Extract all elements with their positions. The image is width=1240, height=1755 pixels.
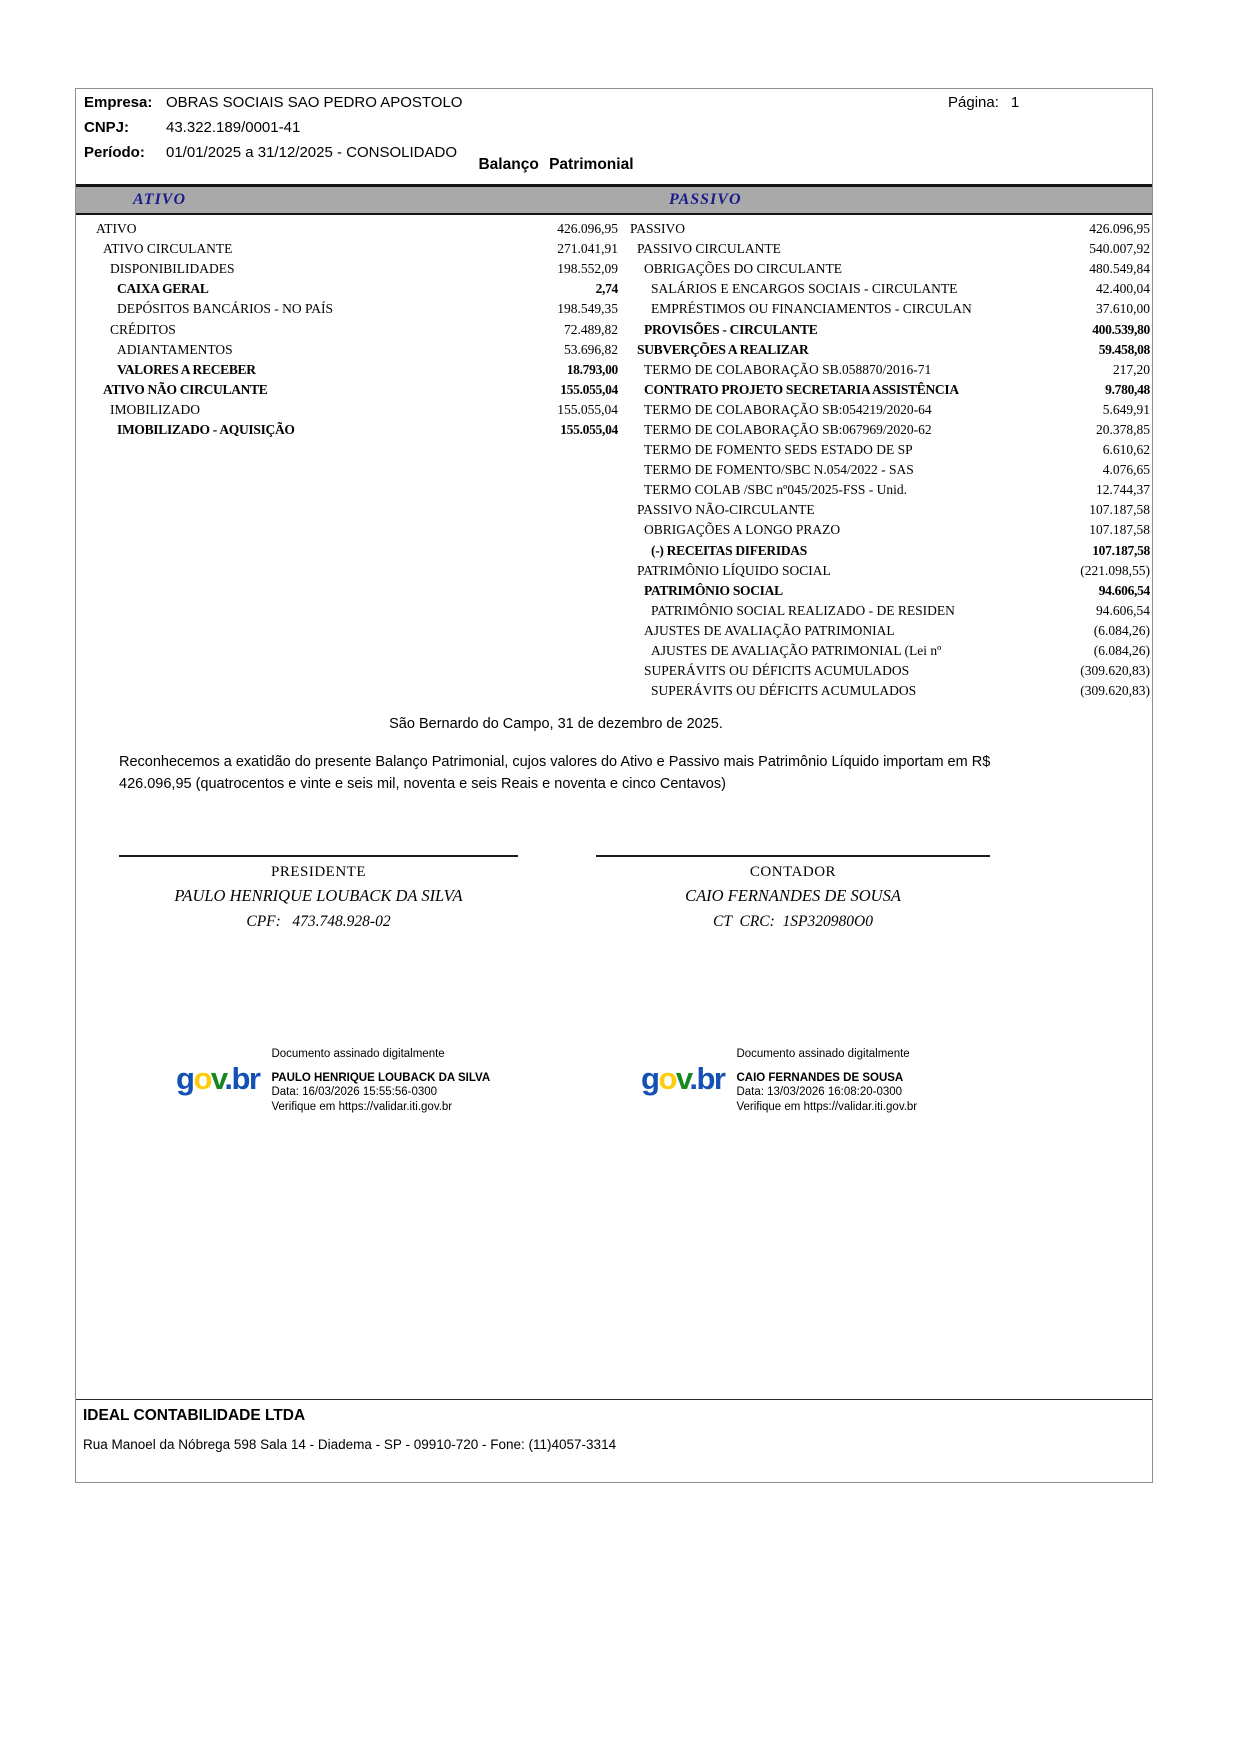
account-value: 20.378,85 [1096, 421, 1150, 437]
table-row [622, 440, 1154, 460]
page-number-label: Página: [948, 94, 999, 111]
account-label: PROVISÕES - CIRCULANTE [644, 321, 818, 337]
report-title: Balanço Patrimonial [478, 156, 634, 173]
account-value: 107.187,58 [1089, 522, 1150, 538]
account-label: PASSIVO NÃO-CIRCULANTE [637, 502, 815, 518]
account-label: SUPERÁVITS OU DÉFICITS ACUMULADOS [644, 663, 910, 679]
account-value: 42.400,04 [1096, 281, 1150, 297]
table-row [76, 279, 622, 299]
account-label: TERMO DE FOMENTO SEDS ESTADO DE SP [644, 442, 913, 458]
table-row [622, 681, 1154, 701]
account-label: CRÉDITOS [110, 321, 176, 337]
account-value: (6.084,26) [1093, 643, 1150, 659]
account-label: TERMO DE COLABORAÇÃO SB.058870/2016-71 [644, 361, 932, 377]
account-value: 59.458,08 [1098, 341, 1150, 357]
account-value: 6.610,62 [1102, 442, 1150, 458]
account-value: 155.055,04 [560, 421, 618, 437]
stamp-signed-label: Documento assinado digitalmente [271, 1048, 445, 1060]
table-row [622, 541, 1154, 561]
account-value: 198.552,09 [557, 261, 618, 277]
company-name: OBRAS SOCIAIS SAO PEDRO APOSTOLO [166, 94, 463, 111]
account-label: PATRIMÔNIO SOCIAL REALIZADO - DE RESIDEN [651, 602, 955, 618]
govbr-logo-icon [641, 1061, 724, 1097]
digital-signature-stamp-accountant [641, 1047, 917, 1114]
account-label: PATRIMÔNIO SOCIAL [644, 582, 783, 598]
table-row [622, 641, 1154, 661]
table-row [76, 360, 622, 380]
account-label: AJUSTES DE AVALIAÇÃO PATRIMONIAL (Lei nº [651, 643, 942, 659]
table-row [622, 219, 1154, 239]
stamp-date: Data: 16/03/2026 15:55:56-0300 [271, 1086, 438, 1098]
account-value: (221.098,55) [1080, 562, 1150, 578]
table-row [622, 500, 1154, 520]
table-row [76, 340, 622, 360]
city-date-line: São Bernardo do Campo, 31 de dezembro de 2025. [389, 716, 723, 732]
period-value: 01/01/2025 a 31/12/2025 - CONSOLIDADO [166, 144, 458, 161]
table-row [622, 601, 1154, 621]
stamp-date: Data: 13/03/2026 16:08:20-0300 [736, 1086, 903, 1098]
table-row [76, 400, 622, 420]
account-value: 53.696,82 [564, 341, 618, 357]
govbr-logo-letter: o [193, 1061, 211, 1096]
table-row [622, 360, 1154, 380]
ativo-column [76, 219, 622, 440]
account-label: SUBVERÇÕES A REALIZAR [637, 341, 809, 357]
cnpj-row [84, 119, 300, 136]
account-value: 107.187,58 [1092, 542, 1150, 558]
account-value: 5.649,91 [1102, 401, 1150, 417]
govbr-logo-letter: g [176, 1061, 194, 1096]
table-row [622, 621, 1154, 641]
account-value: 426.096,95 [557, 221, 618, 237]
declaration-paragraph [119, 751, 1024, 795]
table-row [622, 581, 1154, 601]
govbr-logo-letter: .br [224, 1061, 260, 1096]
table-row [76, 420, 622, 440]
govbr-logo-letter: .br [689, 1061, 725, 1096]
company-row [84, 94, 462, 111]
account-value: 271.041,91 [557, 241, 618, 257]
account-value: 540.007,92 [1089, 241, 1150, 257]
table-row [76, 299, 622, 319]
accounting-firm-address: Rua Manoel da Nóbrega 598 Sala 14 - Diadema - SP - 09910-720 - Fone: (11)4057-3314 [83, 1437, 617, 1452]
account-label: DEPÓSITOS BANCÁRIOS - NO PAÍS [117, 301, 334, 317]
table-row [622, 259, 1154, 279]
stamp-signed-label: Documento assinado digitalmente [736, 1048, 910, 1060]
declaration-line-1: Reconhecemos a exatidão do presente Balanço Patrimonial, cujos valores do Ativo e Passivo mais Patrimônio Líquido importam em R$ [119, 754, 991, 770]
signature-line-president [119, 855, 518, 857]
table-row [76, 259, 622, 279]
president-name: PAULO HENRIQUE LOUBACK DA SILVA [174, 886, 463, 905]
account-label: CONTRATO PROJETO SECRETARIA ASSISTÊNCIA [644, 381, 959, 397]
president-role: PRESIDENTE [271, 864, 366, 880]
digital-signature-stamp-president [176, 1047, 490, 1114]
page-number-value: 1 [1010, 94, 1020, 111]
table-row [622, 299, 1154, 319]
govbr-logo-icon [176, 1061, 259, 1097]
account-label: EMPRÉSTIMOS OU FINANCIAMENTOS - CIRCULAN [651, 301, 972, 317]
account-label: IMOBILIZADO - AQUISIÇÃO [117, 421, 295, 437]
table-row [622, 460, 1154, 480]
stamp-verify-url: Verifique em https://validar.iti.gov.br [736, 1100, 918, 1113]
account-label: AJUSTES DE AVALIAÇÃO PATRIMONIAL [644, 622, 895, 638]
account-value: (309.620,83) [1080, 683, 1150, 699]
president-cpf: CPF: 473.748.928-02 [246, 913, 391, 930]
account-label: VALORES A RECEBER [117, 361, 256, 377]
company-label: Empresa: [84, 94, 153, 111]
period-label: Período: [84, 144, 145, 161]
account-value: 426.096,95 [1089, 221, 1150, 237]
passivo-column [622, 219, 1154, 701]
account-value: 480.549,84 [1089, 261, 1150, 277]
govbr-logo-letter: v [675, 1061, 690, 1096]
account-value: 155.055,04 [557, 401, 618, 417]
account-value: 94.606,54 [1098, 582, 1150, 598]
account-label: OBRIGAÇÕES DO CIRCULANTE [644, 261, 843, 277]
account-value: 107.187,58 [1089, 502, 1150, 518]
account-label: ATIVO CIRCULANTE [103, 241, 233, 257]
table-row [622, 561, 1154, 581]
table-row [622, 279, 1154, 299]
cnpj-value: 43.322.189/0001-41 [166, 119, 301, 136]
account-value: 72.489,82 [564, 321, 618, 337]
account-value: 155.055,04 [560, 381, 618, 397]
table-row [622, 380, 1154, 400]
govbr-logo-letter: g [641, 1061, 659, 1096]
table-row [622, 480, 1154, 500]
govbr-logo-letter: v [210, 1061, 225, 1096]
cnpj-label: CNPJ: [84, 119, 130, 136]
account-label: TERMO DE FOMENTO/SBC N.054/2022 - SAS [644, 462, 914, 478]
account-label: IMOBILIZADO [110, 401, 200, 417]
passivo-column-header: PASSIVO [669, 191, 742, 208]
account-label: PATRIMÔNIO LÍQUIDO SOCIAL [637, 562, 831, 578]
page-number-row [948, 94, 1019, 111]
stamp-text-president [271, 1047, 490, 1114]
ativo-column-header: ATIVO [133, 191, 187, 208]
govbr-logo-letter: o [658, 1061, 676, 1096]
table-header-bar [76, 184, 1152, 215]
account-label: DISPONIBILIDADES [110, 261, 235, 277]
account-value: 18.793,00 [566, 361, 618, 377]
accountant-role: CONTADOR [749, 864, 837, 880]
account-value: (6.084,26) [1093, 622, 1150, 638]
accountant-name: CAIO FERNANDES DE SOUSA [685, 886, 901, 905]
account-value: 94.606,54 [1096, 602, 1150, 618]
account-label: PASSIVO [630, 221, 686, 237]
account-label: TERMO DE COLABORAÇÃO SB:054219/2020-64 [644, 401, 932, 417]
account-value: 2,74 [595, 281, 618, 297]
stamp-signer-name: CAIO FERNANDES DE SOUSA [736, 1071, 904, 1084]
accounting-firm-name: IDEAL CONTABILIDADE LTDA [83, 1407, 306, 1424]
account-label: OBRIGAÇÕES A LONGO PRAZO [644, 522, 841, 538]
account-label: SALÁRIOS E ENCARGOS SOCIAIS - CIRCULANTE [651, 281, 958, 297]
table-row [76, 219, 622, 239]
table-row [76, 239, 622, 259]
stamp-text-accountant [736, 1047, 917, 1114]
footer-divider [76, 1399, 1152, 1400]
account-value: 198.549,35 [557, 301, 618, 317]
signature-line-accountant [596, 855, 990, 857]
table-row [622, 239, 1154, 259]
table-row [622, 340, 1154, 360]
account-label: ATIVO NÃO CIRCULANTE [103, 381, 268, 397]
account-value: (309.620,83) [1080, 663, 1150, 679]
account-label: SUPERÁVITS OU DÉFICITS ACUMULADOS [651, 683, 917, 699]
accountant-crc: CT CRC: 1SP320980O0 [713, 913, 873, 930]
account-label: (-) RECEITAS DIFERIDAS [651, 542, 807, 558]
declaration-line-2: 426.096,95 (quatrocentos e vinte e seis mil, noventa e seis Reais e noventa e cinco Centavos) [119, 776, 726, 792]
account-label: ATIVO [96, 221, 137, 237]
table-row [622, 319, 1154, 339]
account-value: 9.780,48 [1105, 381, 1150, 397]
account-value: 4.076,65 [1102, 462, 1150, 478]
table-row [622, 661, 1154, 681]
account-value: 217,20 [1112, 361, 1150, 377]
account-label: TERMO DE COLABORAÇÃO SB:067969/2020-62 [644, 421, 932, 437]
stamp-signer-name: PAULO HENRIQUE LOUBACK DA SILVA [271, 1071, 491, 1084]
account-label: CAIXA GERAL [117, 281, 209, 297]
table-row [622, 520, 1154, 540]
table-row [76, 380, 622, 400]
account-value: 37.610,00 [1096, 301, 1150, 317]
account-label: ADIANTAMENTOS [117, 341, 233, 357]
document-frame [75, 88, 1153, 1483]
stamp-verify-url: Verifique em https://validar.iti.gov.br [271, 1100, 453, 1113]
account-label: PASSIVO CIRCULANTE [637, 241, 781, 257]
table-row [622, 400, 1154, 420]
table-row [622, 420, 1154, 440]
account-label: TERMO COLAB /SBC nº045/2025-FSS - Unid. [644, 482, 907, 498]
table-row [76, 319, 622, 339]
account-value: 12.744,37 [1096, 482, 1150, 498]
account-value: 400.539,80 [1092, 321, 1150, 337]
